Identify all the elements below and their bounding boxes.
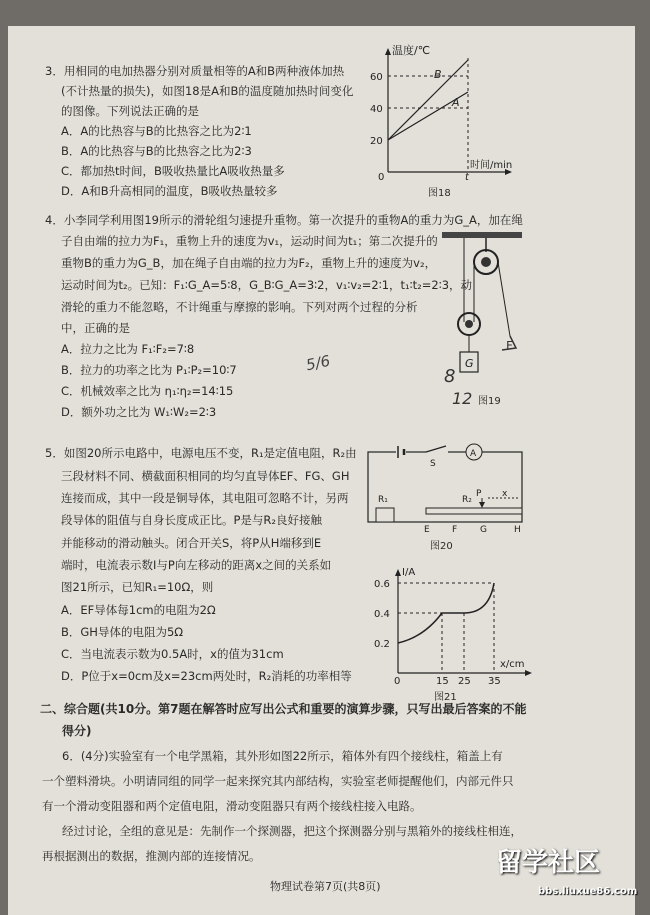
q4-stem-line: 运动时间为t₂。已知：F₁∶G_A=5∶8，G_B∶G_A=3∶2，v₁∶v₂=2∶1，t₁∶t₂=2∶3，动 xyxy=(61,278,473,292)
q5-stem-line: 并能移动的滑动触头。闭合开关S，将P从H端移到E xyxy=(61,536,322,550)
fig21-ytick: 0.6 xyxy=(374,579,390,590)
q5-stem-line: 图21所示，已知R₁=10Ω，则 xyxy=(61,580,214,594)
fig21-ytick: 0.2 xyxy=(374,639,390,650)
section-heading: 二、综合题(共10分。第7题在解答时应写出公式和重要的演算步骤，只写出最后答案的不能 xyxy=(40,702,527,716)
fig20-r2-label: R₂ xyxy=(462,495,472,505)
handwritten-note: 5/6 xyxy=(304,351,332,375)
q5-stem-line: 段导体的阻值与自身长度成正比。P是与R₂良好接触 xyxy=(61,513,323,527)
watermark-url: bbs.liuxue86.com xyxy=(538,886,638,897)
q5-stem-line: 三段材料不同、横截面积相同的均匀直导体EF、FG、GH xyxy=(61,469,350,483)
figure-21-graph xyxy=(364,565,534,685)
q5-option: C．当电流表示数为0.5A时，x的值为31cm xyxy=(61,647,284,661)
fig18-ylabel: 温度/℃ xyxy=(392,44,431,57)
fig21-xtick: 25 xyxy=(458,676,471,685)
figure-19-pulley xyxy=(440,226,530,406)
fig20-x-label: x xyxy=(502,489,508,499)
fig21-caption: 图21 xyxy=(434,692,457,703)
fig21-xtick: 15 xyxy=(436,676,449,685)
q3-option: B．A的比热容与B的比热容之比为2∶3 xyxy=(61,144,252,158)
fig21-xtick: 35 xyxy=(488,676,501,685)
q3-option: A．A的比热容与B的比热容之比为2∶1 xyxy=(61,124,252,138)
q4-option: D．额外功之比为 W₁∶W₂=2∶3 xyxy=(61,405,217,419)
q3-option: D．A和B升高相同的温度，B吸收热量较多 xyxy=(61,184,278,198)
page-footer: 物理试卷第7页(共8页) xyxy=(270,880,381,893)
q3-stem-line: 3．用相同的电加热器分别对质量相等的A和B两种液体加热 xyxy=(45,64,345,78)
fig20-ammeter-label: A xyxy=(470,449,477,459)
fig18-caption: 图18 xyxy=(428,188,451,199)
q4-option: A．拉力之比为 F₁∶F₂=7∶8 xyxy=(61,342,195,356)
fig18-ytick: 20 xyxy=(370,136,383,147)
fig18-ytick: 60 xyxy=(370,72,383,83)
handwritten-note: 8 xyxy=(444,366,456,387)
figure-18-graph xyxy=(360,40,520,180)
fig20-e-label: E xyxy=(424,525,430,535)
q5-stem-line: 5．如图20所示电路中，电源电压不变，R₁是定值电阻，R₂由 xyxy=(45,446,357,460)
q3-stem-line: 的图像。下列说法正确的是 xyxy=(61,104,199,118)
fig18-ytick: 40 xyxy=(370,104,383,115)
fig20-p-label: P xyxy=(476,489,482,499)
fig19-caption: 图19 xyxy=(478,396,501,407)
section-heading: 得分) xyxy=(62,724,92,738)
q3-stem-line: (不计热量的损失)，如图18是A和B的温度随加热时间变化 xyxy=(61,84,354,98)
q5-option: B．GH导体的电阻为5Ω xyxy=(61,625,184,639)
fig21-ylabel: I/A xyxy=(402,567,416,578)
fig20-r1-label: R₁ xyxy=(378,495,388,505)
fig20-f-label: F xyxy=(452,525,458,535)
fig20-h-label: H xyxy=(514,525,521,535)
fig19-weight-label: G xyxy=(465,357,474,370)
q3-option: C．都加热t时间，B吸收热量比A吸收热量多 xyxy=(61,164,285,178)
fig21-ytick: 0.4 xyxy=(374,609,390,620)
q5-stem-line: 端时，电流表示数I与P向左移动的距离x之间的关系如 xyxy=(61,558,332,572)
q4-option: C．机械效率之比为 η₁∶η₂=14∶15 xyxy=(61,384,234,398)
fig18-xlabel: 时间/min xyxy=(470,160,513,171)
fig19-force-label: F xyxy=(506,339,513,353)
figure-20-circuit xyxy=(362,440,532,540)
q4-stem-line: 中，正确的是 xyxy=(61,321,130,335)
q4-stem-line: 4．小李同学利用图19所示的滑轮组匀速提升重物。第一次提升的重物A的重力为G_A，加在绳 xyxy=(45,213,523,227)
q6-line: 一个塑料滑块。小明请同组的同学一起来探究其内部结构，实验室老师提醒他们，内部元件只 xyxy=(42,774,514,788)
fig18-xtick: t xyxy=(465,172,469,180)
q4-stem-line: 重物B的重力为G_B，加在绳子自由端的拉力为F₂，重物上升的速度为v₂， xyxy=(61,256,437,270)
q4-stem-line: 滑轮的重力不能忽略，不计绳重与摩擦的影响。下列对两个过程的分析 xyxy=(61,300,418,314)
fig18-line-label-a: A xyxy=(452,96,460,109)
fig18-line-label-b: B xyxy=(434,68,442,81)
fig20-g-label: G xyxy=(480,525,487,535)
q5-stem-line: 连接而成，其中一段是铜导体，其电阻可忽略不计，另两 xyxy=(61,491,349,505)
q5-option: A．EF导体每1cm的电阻为2Ω xyxy=(61,603,216,617)
handwritten-note: 12 xyxy=(452,389,473,406)
q5-option: D．P位于x=0cm及x=23cm两处时，R₂消耗的功率相等 xyxy=(61,669,352,683)
q4-stem-line: 子自由端的拉力为F₁，重物上升的速度为v₁，运动时间为t₁；第二次提升的 xyxy=(61,234,438,248)
q4-option: B．拉力的功率之比为 P₁∶P₂=10∶7 xyxy=(61,363,237,377)
q6-line: 再根据测出的数据，推测内部的连接情况。 xyxy=(42,849,261,863)
fig18-origin: 0 xyxy=(378,172,385,180)
fig21-xlabel: x/cm xyxy=(500,659,525,670)
watermark-logo: 留学社区 xyxy=(496,848,601,878)
q6-line: 有一个滑动变阻器和两个定值电阻，滑动变阻器只有两个接线柱接入电路。 xyxy=(42,799,422,813)
fig20-caption: 图20 xyxy=(430,541,453,552)
fig20-switch-label: S xyxy=(430,459,436,469)
q6-line: 6．(4分)实验室有一个电学黑箱，其外形如图22所示，箱体外有四个接线柱，箱盖上有 xyxy=(62,749,503,763)
q6-line: 经过讨论，全组的意见是：先制作一个探测器，把这个探测器分别与黑箱外的接线柱相连， xyxy=(62,824,522,838)
fig21-xtick: 0 xyxy=(394,676,401,685)
